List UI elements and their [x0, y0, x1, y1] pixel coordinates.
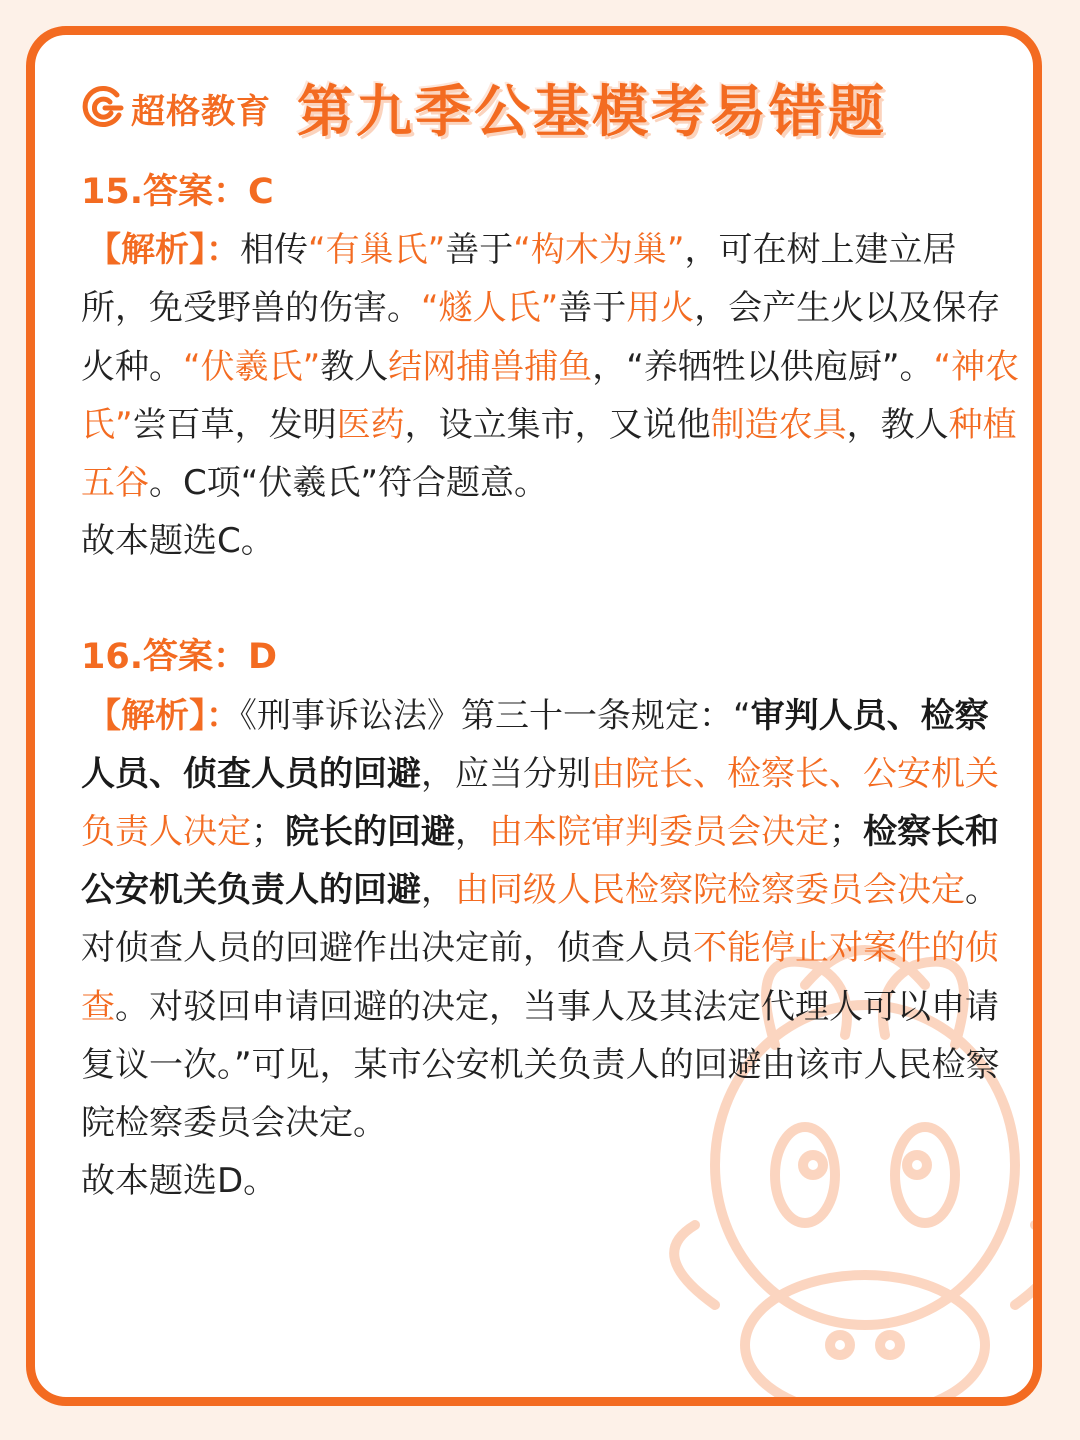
q16-text: 。对驳回申请回避的决定，当事人及其法定代理人可以申请复议一次。”可见，某市公安机关负责人的回避由该市人民检察院检察委员会决定。	[81, 986, 1000, 1144]
q16-text: ，	[455, 812, 489, 853]
q16-highlight: 不能停止对案件的侦查	[81, 928, 999, 1027]
q15-text: ，“养牺牲以供庖厨”。	[592, 346, 934, 387]
question-16	[81, 628, 1021, 1210]
q15-text: ，会产生火以及保存火种。	[81, 288, 1001, 387]
q15-highlight: “有巢氏”	[308, 230, 446, 271]
q15-text: ，设立集市，又说他	[404, 404, 711, 445]
q15-highlight: “构木为巢”	[513, 230, 685, 271]
q15-text: 相传	[240, 230, 308, 271]
q16-heading: 16.答案：D	[81, 637, 278, 678]
q15-text: 善于	[558, 288, 627, 329]
q15-text: ，可在树上建立居所，免受野兽的伤害。	[81, 230, 957, 329]
q16-bold: 审判人员、检察人员、侦查人员的回避	[81, 695, 989, 794]
q15-highlight: “神农氏”	[81, 346, 1020, 445]
q16-bold: 检察长和公安机关负责人的回避	[81, 812, 999, 911]
q16-conclusion: 故本题选D。	[81, 1161, 278, 1202]
page-title: 第九季公基模考易错题	[297, 80, 887, 145]
q16-text: 《刑事诉讼法》第三十一条规定：“	[240, 695, 751, 736]
header	[79, 63, 1009, 153]
q16-analysis	[81, 687, 1021, 1153]
content	[81, 163, 1021, 1210]
q15-highlight: 制造农具	[710, 404, 847, 445]
q15-text: 善于	[445, 230, 514, 271]
chaoge-logo-icon	[79, 85, 125, 131]
q15-tag: 【解析】：	[87, 230, 240, 271]
q16-text: ，	[421, 870, 455, 911]
question-15	[81, 163, 1021, 570]
q16-highlight: 由同级人民检察院检察委员会决定	[455, 870, 965, 911]
q16-tag: 【解析】：	[87, 695, 240, 736]
q15-highlight: “燧人氏”	[421, 288, 559, 329]
q15-highlight: 种植五谷	[81, 404, 1017, 504]
q15-highlight: 用火	[626, 288, 695, 329]
brand-name: 超格教育	[131, 91, 271, 132]
q16-text: ；	[251, 812, 285, 853]
q15-conclusion: 故本题选C。	[81, 521, 275, 562]
q15-heading: 15.答案：C	[81, 172, 274, 212]
section-gap	[81, 570, 1021, 628]
q15-highlight: “伏羲氏”	[183, 346, 321, 387]
q16-highlight: 由本院审判委员会决定	[489, 812, 829, 853]
q15-text: 教人	[320, 346, 389, 387]
q15-text: 尝百草，发明	[132, 404, 337, 445]
q15-analysis	[81, 221, 1021, 512]
q16-text: ，应当分别	[421, 753, 591, 794]
answer-card	[26, 26, 1042, 1406]
brand	[79, 84, 271, 133]
q16-text: ；	[829, 812, 863, 853]
q15-highlight: 结网捕兽捕鱼	[388, 346, 593, 387]
q15-text: 。C项“伏羲氏”符合题意。	[149, 463, 548, 504]
q15-text: ，教人	[846, 404, 949, 445]
q15-highlight: 医药	[336, 404, 405, 445]
q16-text: 。对侦查人员的回避作出决定前，侦查人员	[81, 870, 999, 969]
q16-bold: 院长的回避	[285, 812, 455, 853]
q16-highlight: 由院长、检察长、公安机关负责人决定	[81, 753, 999, 853]
